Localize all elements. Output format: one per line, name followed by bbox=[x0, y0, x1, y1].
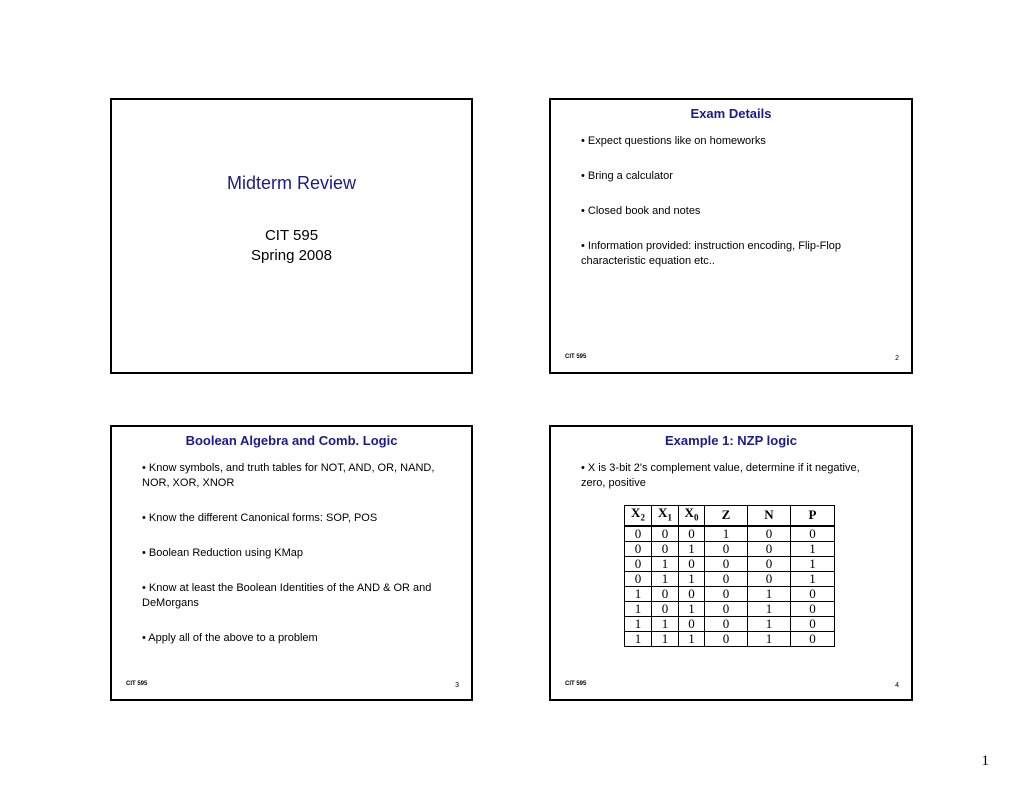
bullet-item: • Apply all of the above to a problem bbox=[142, 632, 318, 644]
table-cell: 0 bbox=[652, 586, 679, 601]
table-row bbox=[625, 571, 835, 586]
semester: Spring 2008 bbox=[251, 247, 332, 264]
bullet-item: • Closed book and notes bbox=[581, 205, 701, 217]
table-cell: 0 bbox=[625, 556, 652, 571]
bullet-item: • Boolean Reduction using KMap bbox=[142, 547, 304, 559]
table-cell: 1 bbox=[791, 541, 835, 556]
slide-footer-course: CIT 595 bbox=[126, 681, 148, 687]
table-cell: 0 bbox=[705, 601, 748, 616]
table-cell: 1 bbox=[748, 586, 791, 601]
table-cell: 0 bbox=[748, 526, 791, 542]
slide-number: 4 bbox=[895, 682, 899, 689]
table-cell: 0 bbox=[791, 586, 835, 601]
table-cell: 0 bbox=[791, 631, 835, 646]
slide-2-bullets bbox=[581, 134, 881, 289]
slide-number: 3 bbox=[455, 682, 459, 689]
header-z: Z bbox=[705, 506, 748, 526]
table-cell: 0 bbox=[625, 526, 652, 542]
table-cell: 0 bbox=[652, 601, 679, 616]
table-row bbox=[625, 526, 835, 542]
table-cell: 1 bbox=[748, 616, 791, 631]
table-cell: 1 bbox=[625, 601, 652, 616]
table-cell: 1 bbox=[652, 616, 679, 631]
table-cell: 0 bbox=[679, 556, 705, 571]
slide-3-bullets bbox=[142, 461, 441, 666]
table-row bbox=[625, 616, 835, 631]
table-cell: 0 bbox=[791, 616, 835, 631]
nzp-truth-table bbox=[624, 505, 835, 647]
table-cell: 1 bbox=[625, 586, 652, 601]
table-row bbox=[625, 556, 835, 571]
table-cell: 1 bbox=[748, 631, 791, 646]
slide-4 bbox=[549, 425, 913, 701]
table-cell: 0 bbox=[652, 526, 679, 542]
table-cell: 1 bbox=[748, 601, 791, 616]
table-cell: 1 bbox=[791, 571, 835, 586]
bullet-item: • Expect questions like on homeworks bbox=[581, 135, 766, 147]
table-cell: 1 bbox=[679, 541, 705, 556]
slide-footer-course: CIT 595 bbox=[565, 354, 587, 360]
table-row bbox=[625, 631, 835, 646]
header-p: P bbox=[791, 506, 835, 526]
table-cell: 1 bbox=[705, 526, 748, 542]
truth-table-header bbox=[625, 506, 835, 526]
slide-4-bullets bbox=[581, 461, 881, 511]
table-cell: 0 bbox=[679, 586, 705, 601]
table-cell: 0 bbox=[705, 571, 748, 586]
slide-footer-course: CIT 595 bbox=[565, 681, 587, 687]
table-cell: 1 bbox=[652, 556, 679, 571]
page-number: 1 bbox=[981, 753, 989, 769]
bullet-item: • X is 3-bit 2's complement value, determine if it negative, zero, positive bbox=[581, 462, 860, 489]
slide-1-title: Midterm Review bbox=[226, 173, 357, 193]
table-cell: 1 bbox=[679, 631, 705, 646]
bullet-item: • Know at least the Boolean Identities of the AND & OR and DeMorgans bbox=[142, 582, 432, 609]
table-row bbox=[625, 541, 835, 556]
slide-1 bbox=[110, 98, 473, 374]
slide-3-title: Boolean Algebra and Comb. Logic bbox=[185, 433, 398, 448]
table-cell: 0 bbox=[705, 586, 748, 601]
table-cell: 0 bbox=[705, 616, 748, 631]
table-cell: 0 bbox=[679, 616, 705, 631]
table-cell: 0 bbox=[791, 601, 835, 616]
bullet-item: • Know symbols, and truth tables for NOT, AND, OR, NAND, NOR, XOR, XNOR bbox=[142, 462, 435, 489]
table-cell: 0 bbox=[748, 571, 791, 586]
table-cell: 1 bbox=[652, 571, 679, 586]
table-cell: 0 bbox=[705, 541, 748, 556]
bullet-item: • Information provided: instruction encoding, Flip-Flop characteristic equation etc.. bbox=[581, 240, 842, 267]
table-cell: 1 bbox=[625, 616, 652, 631]
table-cell: 0 bbox=[652, 541, 679, 556]
header-x2: $X_2$ bbox=[625, 506, 652, 526]
slide-number: 2 bbox=[895, 355, 899, 362]
table-cell: 1 bbox=[679, 601, 705, 616]
table-cell: 0 bbox=[748, 541, 791, 556]
slide-2-title: Exam Details bbox=[690, 106, 772, 121]
bullet-item: • Know the different Canonical forms: SOP, POS bbox=[142, 512, 378, 524]
table-cell: 0 bbox=[679, 526, 705, 542]
slide-2 bbox=[549, 98, 913, 374]
header-x0: $X_0$ bbox=[679, 506, 705, 526]
slide-3 bbox=[110, 425, 473, 701]
table-row bbox=[625, 601, 835, 616]
header-x1: $X_1$ bbox=[652, 506, 679, 526]
header-n: N bbox=[748, 506, 791, 526]
bullet-item: • Bring a calculator bbox=[581, 170, 673, 182]
table-cell: 0 bbox=[625, 571, 652, 586]
table-cell: 1 bbox=[625, 631, 652, 646]
table-cell: 0 bbox=[625, 541, 652, 556]
course-code: CIT 595 bbox=[264, 227, 319, 244]
slide-4-title: Example 1: NZP logic bbox=[665, 433, 797, 448]
table-cell: 0 bbox=[748, 556, 791, 571]
table-cell: 1 bbox=[791, 556, 835, 571]
table-cell: 1 bbox=[652, 631, 679, 646]
table-cell: 0 bbox=[705, 556, 748, 571]
table-row bbox=[625, 586, 835, 601]
table-cell: 0 bbox=[791, 526, 835, 542]
table-cell: 1 bbox=[679, 571, 705, 586]
table-cell: 0 bbox=[705, 631, 748, 646]
